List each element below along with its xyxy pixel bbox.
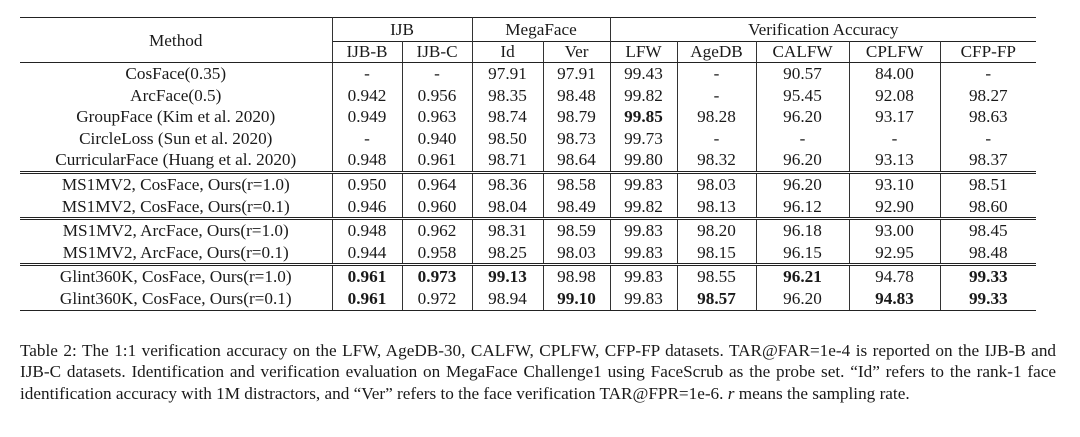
value-cell: 99.83 <box>610 265 677 288</box>
value-cell: 98.71 <box>472 149 543 172</box>
method-cell: CurricularFace (Huang et al. 2020) <box>20 149 332 172</box>
value-cell: - <box>677 63 756 85</box>
results-table <box>20 17 1036 311</box>
value-cell: 98.31 <box>472 219 543 242</box>
value-cell: 0.942 <box>332 85 402 107</box>
value-cell: 98.48 <box>940 242 1036 265</box>
value-cell: 92.90 <box>849 196 940 219</box>
value-cell: 98.28 <box>677 106 756 128</box>
value-cell: 0.961 <box>332 288 402 310</box>
value-cell: 99.82 <box>610 85 677 107</box>
table-row <box>20 85 1036 107</box>
value-cell: 99.82 <box>610 196 677 219</box>
value-cell: 99.43 <box>610 63 677 85</box>
value-cell: 94.78 <box>849 265 940 288</box>
value-cell: 99.10 <box>543 288 610 310</box>
value-cell: 96.21 <box>756 265 849 288</box>
value-cell: 98.58 <box>543 172 610 195</box>
value-cell: 98.73 <box>543 128 610 150</box>
value-cell: 99.80 <box>610 149 677 172</box>
value-cell: 98.48 <box>543 85 610 107</box>
value-cell: 98.79 <box>543 106 610 128</box>
value-cell: 0.940 <box>402 128 472 150</box>
value-cell: 99.83 <box>610 242 677 265</box>
method-header: Method <box>20 18 332 63</box>
value-cell: 98.32 <box>677 149 756 172</box>
value-cell: 0.961 <box>332 265 402 288</box>
value-cell: 98.60 <box>940 196 1036 219</box>
value-cell: 98.74 <box>472 106 543 128</box>
value-cell: 97.91 <box>472 63 543 85</box>
value-cell: 0.964 <box>402 172 472 195</box>
value-cell: 99.33 <box>940 265 1036 288</box>
method-cell: GroupFace (Kim et al. 2020) <box>20 106 332 128</box>
table-row <box>20 242 1036 265</box>
value-cell: - <box>677 85 756 107</box>
value-cell: 0.949 <box>332 106 402 128</box>
value-cell: 0.956 <box>402 85 472 107</box>
value-cell: 84.00 <box>849 63 940 85</box>
value-cell: 99.13 <box>472 265 543 288</box>
value-cell: 98.57 <box>677 288 756 310</box>
value-cell: 96.20 <box>756 288 849 310</box>
value-cell: - <box>940 128 1036 150</box>
method-cell: Glint360K, CosFace, Ours(r=1.0) <box>20 265 332 288</box>
method-cell: ArcFace(0.5) <box>20 85 332 107</box>
value-cell: 96.18 <box>756 219 849 242</box>
value-cell: 98.03 <box>677 172 756 195</box>
value-cell: 0.972 <box>402 288 472 310</box>
table-row <box>20 219 1036 242</box>
value-cell: 92.95 <box>849 242 940 265</box>
value-cell: 99.85 <box>610 106 677 128</box>
value-cell: 98.37 <box>940 149 1036 172</box>
table-row <box>20 196 1036 219</box>
table-row <box>20 128 1036 150</box>
column-header: Ver <box>543 42 610 63</box>
value-cell: 98.59 <box>543 219 610 242</box>
value-cell: 98.50 <box>472 128 543 150</box>
value-cell: 98.64 <box>543 149 610 172</box>
value-cell: 98.51 <box>940 172 1036 195</box>
value-cell: - <box>332 63 402 85</box>
value-cell: 0.973 <box>402 265 472 288</box>
value-cell: - <box>332 128 402 150</box>
value-cell: 93.13 <box>849 149 940 172</box>
column-header: Id <box>472 42 543 63</box>
column-header: IJB-B <box>332 42 402 63</box>
value-cell: 0.946 <box>332 196 402 219</box>
value-cell: - <box>849 128 940 150</box>
value-cell: 99.83 <box>610 288 677 310</box>
method-cell: CosFace(0.35) <box>20 63 332 85</box>
value-cell: 98.04 <box>472 196 543 219</box>
table-body <box>20 63 1036 311</box>
method-cell: CircleLoss (Sun et al. 2020) <box>20 128 332 150</box>
results-table-container <box>20 17 1036 311</box>
table-row <box>20 106 1036 128</box>
value-cell: 0.961 <box>402 149 472 172</box>
value-cell: 96.15 <box>756 242 849 265</box>
value-cell: - <box>940 63 1036 85</box>
ijb-group-header: IJB <box>332 18 472 42</box>
verification-group-header: Verification Accuracy <box>610 18 1036 42</box>
caption-text: Table 2: The 1:1 verification accuracy on the LFW, AgeDB-30, CALFW, CPLFW, CFP-FP datasets. TAR@FAR=1e-4 is reported on the IJB-B and IJB-C datasets. Identification and verification evaluation on MegaFace Challenge1 using FaceScrub as the probe set. “Id” refers to the rank-1 face identification accuracy with 1M distractors, and “Ver” refers to the face verification TAR@FPR=1e-6. <box>20 341 1056 403</box>
value-cell: 96.20 <box>756 149 849 172</box>
header-row-groups <box>20 18 1036 42</box>
value-cell: 98.15 <box>677 242 756 265</box>
value-cell: 99.83 <box>610 219 677 242</box>
value-cell: 99.83 <box>610 172 677 195</box>
value-cell: 97.91 <box>543 63 610 85</box>
value-cell: 0.950 <box>332 172 402 195</box>
value-cell: 93.00 <box>849 219 940 242</box>
method-cell: Glint360K, CosFace, Ours(r=0.1) <box>20 288 332 310</box>
column-header: CALFW <box>756 42 849 63</box>
value-cell: 0.944 <box>332 242 402 265</box>
value-cell: 0.963 <box>402 106 472 128</box>
value-cell: 90.57 <box>756 63 849 85</box>
value-cell: 98.94 <box>472 288 543 310</box>
value-cell: 96.20 <box>756 106 849 128</box>
caption-text-end: means the sampling rate. <box>734 383 910 403</box>
column-header: CFP-FP <box>940 42 1036 63</box>
value-cell: 98.25 <box>472 242 543 265</box>
caption-symbol: r <box>727 383 735 403</box>
value-cell: 0.960 <box>402 196 472 219</box>
value-cell: 0.948 <box>332 149 402 172</box>
value-cell: 95.45 <box>756 85 849 107</box>
table-row <box>20 63 1036 85</box>
method-cell: MS1MV2, CosFace, Ours(r=0.1) <box>20 196 332 219</box>
column-header: CPLFW <box>849 42 940 63</box>
value-cell: 93.17 <box>849 106 940 128</box>
value-cell: 98.20 <box>677 219 756 242</box>
value-cell: 98.63 <box>940 106 1036 128</box>
table-row <box>20 172 1036 195</box>
value-cell: 98.27 <box>940 85 1036 107</box>
value-cell: 92.08 <box>849 85 940 107</box>
column-header: LFW <box>610 42 677 63</box>
value-cell: 0.948 <box>332 219 402 242</box>
value-cell: 96.20 <box>756 172 849 195</box>
method-cell: MS1MV2, ArcFace, Ours(r=0.1) <box>20 242 332 265</box>
value-cell: 98.49 <box>543 196 610 219</box>
value-cell: 98.98 <box>543 265 610 288</box>
value-cell: 98.35 <box>472 85 543 107</box>
column-header: IJB-C <box>402 42 472 63</box>
method-cell: MS1MV2, CosFace, Ours(r=1.0) <box>20 172 332 195</box>
column-header: AgeDB <box>677 42 756 63</box>
table-row <box>20 149 1036 172</box>
table-caption <box>20 340 1056 404</box>
value-cell: - <box>677 128 756 150</box>
value-cell: 98.03 <box>543 242 610 265</box>
value-cell: 98.45 <box>940 219 1036 242</box>
value-cell: 99.73 <box>610 128 677 150</box>
value-cell: 98.55 <box>677 265 756 288</box>
method-cell: MS1MV2, ArcFace, Ours(r=1.0) <box>20 219 332 242</box>
value-cell: - <box>756 128 849 150</box>
value-cell: 0.958 <box>402 242 472 265</box>
value-cell: 96.12 <box>756 196 849 219</box>
value-cell: 94.83 <box>849 288 940 310</box>
value-cell: 98.36 <box>472 172 543 195</box>
value-cell: - <box>402 63 472 85</box>
value-cell: 0.962 <box>402 219 472 242</box>
table-row <box>20 288 1036 310</box>
value-cell: 98.13 <box>677 196 756 219</box>
value-cell: 99.33 <box>940 288 1036 310</box>
table-row <box>20 265 1036 288</box>
value-cell: 93.10 <box>849 172 940 195</box>
megaface-group-header: MegaFace <box>472 18 610 42</box>
